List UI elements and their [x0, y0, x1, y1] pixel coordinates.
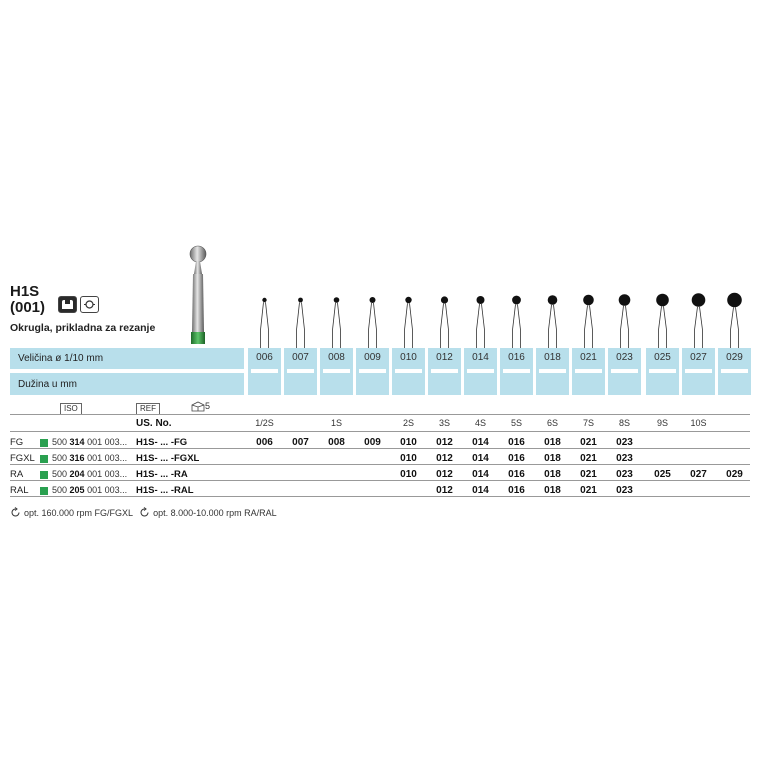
ref-number: [52, 469, 127, 479]
size-cell: [464, 348, 497, 395]
product-code: (001): [10, 299, 46, 316]
us-size-label: 2S: [402, 418, 414, 428]
size-value: 016: [508, 469, 525, 480]
size-number: 018: [544, 352, 561, 363]
size-value: 012: [436, 437, 453, 448]
size-value: 025: [654, 469, 671, 480]
size-value: 016: [508, 485, 525, 496]
us-size-label: 10S: [690, 418, 707, 428]
size-value: 012: [436, 485, 453, 496]
size-cell: [356, 348, 389, 395]
size-cell: [572, 348, 605, 395]
ref-shank-code: 316: [69, 453, 85, 463]
us-number: H1S- ... -FGXL: [136, 453, 200, 464]
size-value: 021: [580, 453, 597, 464]
ref-shank-code: 314: [69, 437, 85, 447]
size-value: 029: [726, 469, 743, 480]
bur-diagram: [261, 298, 269, 348]
size-cell: [646, 348, 679, 395]
rpm-ra: opt. 8.000-10.000 rpm RA/RAL: [153, 507, 277, 518]
rpm-fg: opt. 160.000 rpm FG/FGXL: [24, 507, 134, 518]
size-cell: [320, 348, 353, 395]
size-cell: [718, 348, 751, 395]
us-no-header: US. No.: [136, 418, 172, 429]
size-cell: [428, 348, 461, 395]
product-icons: [58, 296, 99, 313]
bur-diagram: [548, 295, 558, 348]
us-size-label: 9S: [656, 418, 668, 428]
ref-suffix: 001 003...: [84, 469, 128, 479]
bur-diagram: [692, 293, 706, 348]
size-number: 010: [400, 352, 417, 363]
bur-diagram: [656, 294, 669, 348]
bur-diagram: [369, 297, 377, 348]
green-marker: [40, 471, 48, 479]
size-value: 010: [400, 437, 417, 448]
size-value: 027: [690, 469, 707, 480]
size-value: 010: [400, 453, 417, 464]
us-size-label: 5S: [510, 418, 522, 428]
size-value: 021: [580, 485, 597, 496]
bur-diagram: [297, 298, 305, 348]
product-title-block: [10, 284, 45, 316]
green-marker: [40, 439, 48, 447]
size-label: Veličina ø 1/10 mm: [18, 353, 104, 364]
size-value: 014: [472, 453, 489, 464]
size-value: 023: [616, 437, 633, 448]
us-size-label: 1S: [330, 418, 342, 428]
green-marker: [40, 487, 48, 495]
bur-diagram: [727, 293, 742, 348]
length-label: Dužina u mm: [18, 379, 77, 390]
size-value: 014: [472, 485, 489, 496]
product-title: H1S: [10, 283, 40, 300]
size-value: 021: [580, 437, 597, 448]
size-number: 021: [580, 352, 597, 363]
bur-diagram: [583, 295, 594, 348]
ref-prefix: 500: [52, 437, 70, 447]
bur-diagram: [333, 297, 341, 348]
size-number: 009: [364, 352, 381, 363]
rotation-icon: [139, 507, 150, 518]
green-marker: [40, 455, 48, 463]
us-size-label: 7S: [582, 418, 594, 428]
size-value: 006: [256, 437, 273, 448]
size-value: 008: [328, 437, 345, 448]
us-size-label: 3S: [438, 418, 450, 428]
size-cell: [682, 348, 715, 395]
size-value: 009: [364, 437, 381, 448]
size-value: 018: [544, 469, 561, 480]
size-number: 014: [472, 352, 489, 363]
size-value: 014: [472, 469, 489, 480]
size-number: 007: [292, 352, 309, 363]
bur-diagram: [619, 294, 631, 348]
size-number: 008: [328, 352, 345, 363]
round-head-icon: [80, 296, 99, 313]
size-value: 010: [400, 469, 417, 480]
bur-diagram: [405, 297, 413, 348]
bur-diagram: [477, 296, 485, 348]
ref-suffix: 001 003...: [84, 485, 128, 495]
size-number: 029: [726, 352, 743, 363]
iso-label: ISO: [60, 403, 82, 415]
size-cell: [500, 348, 533, 395]
package-qty-value: 5: [205, 401, 211, 411]
us-number: H1S- ... -RA: [136, 469, 188, 480]
size-value: 014: [472, 437, 489, 448]
package-qty: [191, 401, 210, 412]
ref-number: [52, 437, 127, 447]
size-value: 016: [508, 453, 525, 464]
us-size-label: 6S: [546, 418, 558, 428]
size-value: 018: [544, 453, 561, 464]
size-number: 025: [654, 352, 671, 363]
shank-type-label: FGXL: [10, 453, 35, 464]
us-number: H1S- ... -RAL: [136, 485, 194, 496]
product-subtitle: Okrugla, prikladna za rezanje: [10, 322, 156, 334]
size-number: 016: [508, 352, 525, 363]
size-cell: [536, 348, 569, 395]
size-value: 021: [580, 469, 597, 480]
ref-suffix: 001 003...: [84, 453, 128, 463]
size-value: 018: [544, 437, 561, 448]
ref-label: REF: [136, 403, 160, 415]
bur-diagram: [512, 296, 521, 348]
shank-type-label: RA: [10, 469, 24, 480]
size-value: 012: [436, 453, 453, 464]
ref-prefix: 500: [52, 469, 70, 479]
size-number: 023: [616, 352, 633, 363]
size-number: 006: [256, 352, 273, 363]
size-number: 012: [436, 352, 453, 363]
size-cell: [392, 348, 425, 395]
size-value: 016: [508, 437, 525, 448]
size-value: 023: [616, 485, 633, 496]
ref-number: [52, 485, 127, 495]
size-value: 007: [292, 437, 309, 448]
package-icon: [191, 401, 205, 412]
size-band: [10, 348, 750, 395]
ref-prefix: 500: [52, 485, 70, 495]
size-cell: [608, 348, 641, 395]
size-cell: [284, 348, 317, 395]
size-cell: [248, 348, 281, 395]
size-number: 027: [690, 352, 707, 363]
rotation-icon: [10, 507, 21, 518]
ref-prefix: 500: [52, 453, 70, 463]
size-value: 023: [616, 469, 633, 480]
bur-size-diagrams: [0, 0, 770, 350]
size-value: 023: [616, 453, 633, 464]
us-size-label: 8S: [618, 418, 630, 428]
size-value: 012: [436, 469, 453, 480]
rpm-footnote: [10, 507, 277, 518]
tungsten-carbide-icon: [58, 296, 77, 313]
ref-shank-code: 204: [69, 469, 85, 479]
us-size-label: 4S: [474, 418, 486, 428]
ref-number: [52, 453, 127, 463]
us-size-label: 1/2S: [255, 418, 274, 428]
shank-type-label: RAL: [10, 485, 29, 496]
ref-shank-code: 205: [69, 485, 85, 495]
ref-suffix: 001 003...: [84, 437, 128, 447]
shank-type-label: FG: [10, 437, 24, 448]
bur-product-image: [178, 244, 218, 348]
us-number: H1S- ... -FG: [136, 437, 188, 448]
size-value: 018: [544, 485, 561, 496]
bur-diagram: [441, 296, 449, 348]
